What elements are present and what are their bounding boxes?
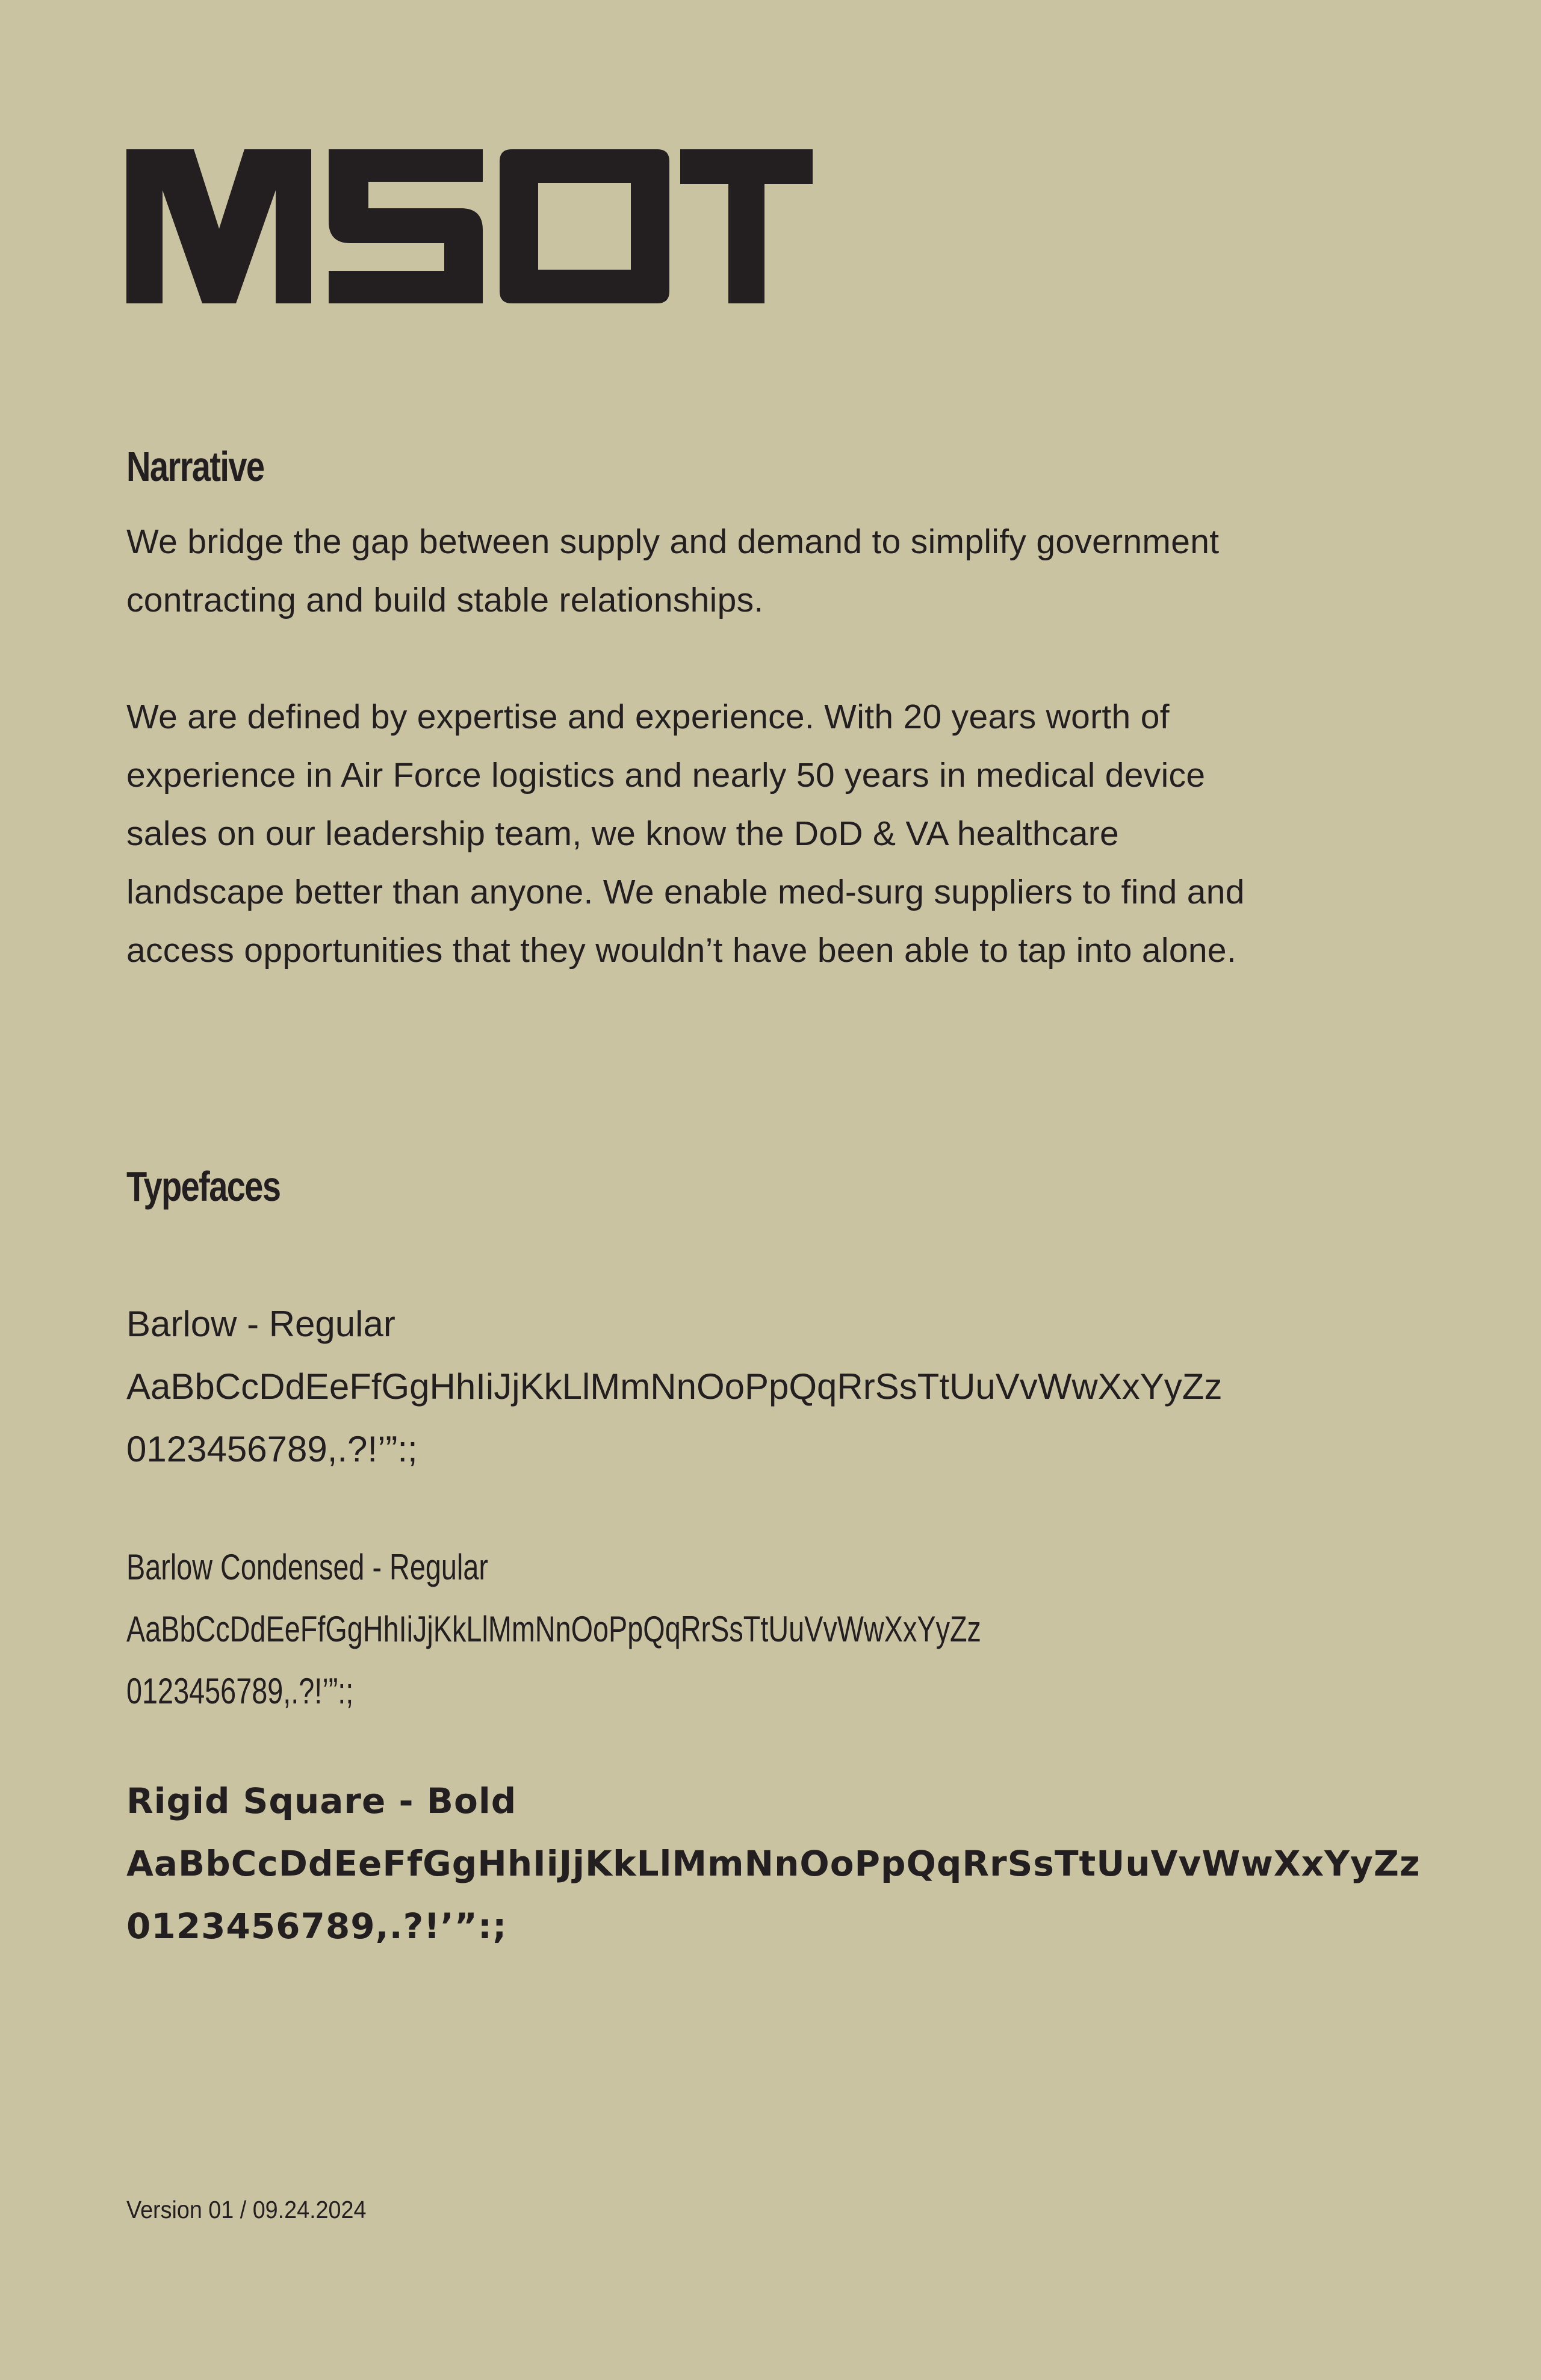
narrative-p1-line: We bridge the gap between supply and demand to simplify government — [126, 522, 1220, 561]
msot-logo-graphic — [126, 149, 813, 303]
typeface-alphabet: AaBbCcDdEeFfGgHhIiJjKkLlMmNnOoPpQqRrSsTtUuVvWwXxYyZz — [126, 1366, 1223, 1407]
msot-logo — [126, 149, 813, 303]
typeface-specimen-barlow-condensed — [126, 1536, 981, 1722]
typeface-numerals: 0123456789,.?!’”:; — [126, 1906, 507, 1947]
typefaces-heading: Typefaces — [126, 1163, 281, 1210]
typeface-name: Barlow - Regular — [126, 1304, 395, 1344]
narrative-p2-line: access opportunities that they wouldn’t have been able to tap into alone. — [126, 931, 1236, 970]
narrative-p2-line: landscape better than anyone. We enable med-surg suppliers to find and — [126, 873, 1245, 911]
typeface-numerals: 0123456789,.?!’”:; — [126, 1671, 354, 1711]
typeface-alphabet: AaBbCcDdEeFfGgHhIiJjKkLlMmNnOoPpQqRrSsTtUuVvWwXxYyZz — [126, 1609, 981, 1649]
brand-guide-page — [126, 0, 1439, 2380]
typeface-specimen-barlow-regular — [126, 1293, 1222, 1481]
typeface-numerals: 0123456789,.?!’”:; — [126, 1429, 418, 1469]
typeface-name: Rigid Square - Bold — [126, 1780, 517, 1821]
narrative-heading: Narrative — [126, 443, 264, 490]
typeface-name: Barlow Condensed - Regular — [126, 1547, 488, 1587]
typeface-specimen-rigid-square-bold — [126, 1770, 1421, 1957]
narrative-paragraph-2 — [126, 688, 1439, 980]
narrative-paragraph-1 — [126, 513, 1439, 630]
narrative-p2-line: experience in Air Force logistics and nearly 50 years in medical device — [126, 756, 1206, 795]
narrative-p2-line: We are defined by expertise and experience. With 20 years worth of — [126, 698, 1170, 736]
narrative-p1-line: contracting and build stable relationships. — [126, 581, 764, 619]
typeface-alphabet: AaBbCcDdEeFfGgHhIiJjKkLlMmNnOoPpQqRrSsTtUuVvWwXxYyZz — [126, 1843, 1421, 1884]
narrative-p2-line: sales on our leadership team, we know the DoD & VA healthcare — [126, 814, 1119, 853]
version-label: Version 01 / 09.24.2024 — [126, 2196, 367, 2224]
